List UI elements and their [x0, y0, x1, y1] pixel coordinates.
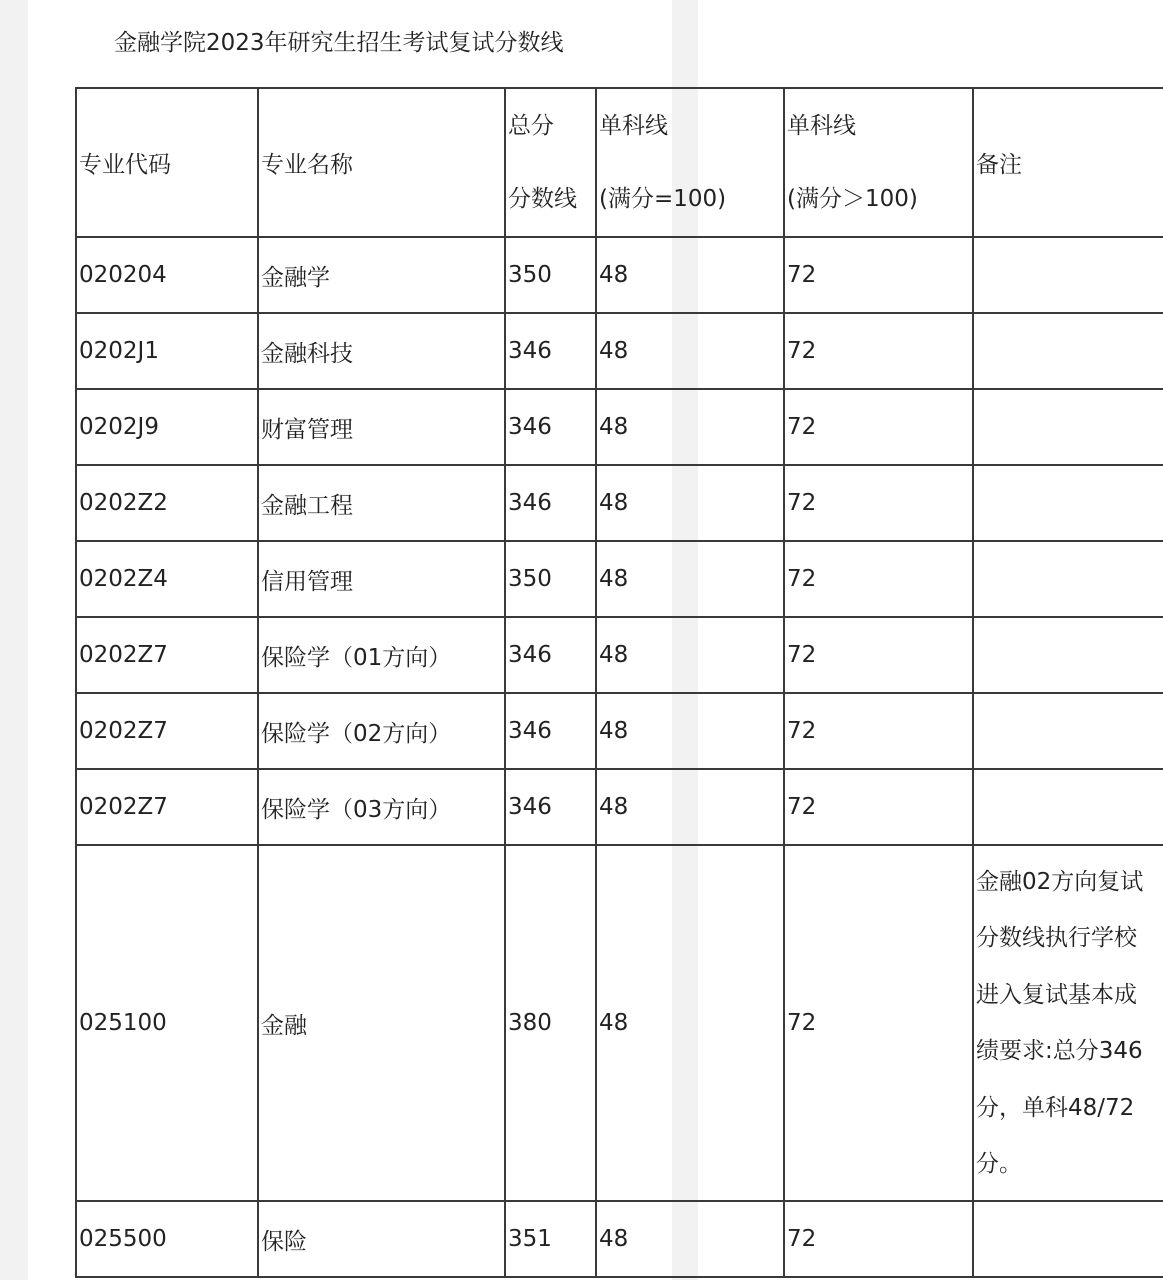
cell-note — [973, 465, 1163, 541]
header-single-over-100 — [784, 88, 973, 237]
table-row — [76, 465, 1163, 541]
table-row — [76, 237, 1163, 313]
table-row — [76, 769, 1163, 845]
header-total-score — [505, 88, 596, 237]
cell-single-100: 48 — [596, 845, 784, 1201]
cell-note — [973, 845, 1163, 1201]
table-row — [76, 1201, 1163, 1277]
cell-single-100: 48 — [596, 465, 784, 541]
header-total-line1: 总分 — [508, 112, 554, 139]
cell-name: 信用管理 — [258, 541, 505, 617]
cell-code: 0202J1 — [76, 313, 258, 389]
cell-single-over-100: 72 — [784, 465, 973, 541]
cell-note — [973, 693, 1163, 769]
cell-code: 0202Z7 — [76, 693, 258, 769]
cell-total: 351 — [505, 1201, 596, 1277]
cell-total: 346 — [505, 465, 596, 541]
cell-code: 025500 — [76, 1201, 258, 1277]
cell-code: 020204 — [76, 237, 258, 313]
cell-single-100: 48 — [596, 313, 784, 389]
header-single-100-line2: (满分=100) — [599, 185, 727, 212]
table-row — [76, 541, 1163, 617]
cell-note — [973, 617, 1163, 693]
cell-note — [973, 541, 1163, 617]
cell-note — [973, 389, 1163, 465]
table-row — [76, 845, 1163, 1201]
cell-single-100: 48 — [596, 237, 784, 313]
note-line: 分数线执行学校 — [976, 925, 1137, 951]
header-note: 备注 — [973, 88, 1163, 237]
header-single-over-100-line1: 单科线 — [787, 112, 856, 139]
cell-single-over-100: 72 — [784, 541, 973, 617]
cell-name: 保险学（01方向） — [258, 617, 505, 693]
cell-single-100: 48 — [596, 617, 784, 693]
cell-single-100: 48 — [596, 693, 784, 769]
note-line: 分，单科48/72 — [976, 1094, 1135, 1121]
cell-note — [973, 313, 1163, 389]
cell-code: 0202Z2 — [76, 465, 258, 541]
cell-name: 金融 — [258, 845, 505, 1201]
header-single-over-100-line2: (满分＞100) — [787, 185, 918, 212]
cell-single-over-100: 72 — [784, 769, 973, 845]
cell-total: 350 — [505, 237, 596, 313]
note-line: 进入复试基本成 — [976, 981, 1137, 1008]
table-row — [76, 389, 1163, 465]
table-row — [76, 693, 1163, 769]
cell-total: 346 — [505, 693, 596, 769]
header-single-100-line1: 单科线 — [599, 112, 668, 139]
table-row — [76, 617, 1163, 693]
cell-name: 财富管理 — [258, 389, 505, 465]
table-header-row — [76, 88, 1163, 237]
left-page-edge — [0, 0, 28, 1280]
cell-total: 346 — [505, 769, 596, 845]
cell-code: 025100 — [76, 845, 258, 1201]
header-total-line2: 分数线 — [508, 185, 577, 212]
cell-single-over-100: 72 — [784, 313, 973, 389]
note-line: 金融02方向复试 — [976, 868, 1144, 895]
cell-code: 0202J9 — [76, 389, 258, 465]
cell-note — [973, 237, 1163, 313]
cell-note — [973, 1201, 1163, 1277]
cell-total: 350 — [505, 541, 596, 617]
header-major-name: 专业名称 — [258, 88, 505, 237]
cell-single-100: 48 — [596, 389, 784, 465]
header-major-code: 专业代码 — [76, 88, 258, 237]
cell-code: 0202Z4 — [76, 541, 258, 617]
cell-name: 保险学（03方向） — [258, 769, 505, 845]
cell-name: 金融工程 — [258, 465, 505, 541]
cell-total: 346 — [505, 617, 596, 693]
document-title: 金融学院2023年研究生招生考试复试分数线 — [114, 30, 564, 56]
table-row — [76, 313, 1163, 389]
cell-single-over-100: 72 — [784, 617, 973, 693]
cell-single-100: 48 — [596, 541, 784, 617]
cell-single-over-100: 72 — [784, 1201, 973, 1277]
cell-single-over-100: 72 — [784, 237, 973, 313]
cell-code: 0202Z7 — [76, 769, 258, 845]
cell-name: 金融科技 — [258, 313, 505, 389]
note-line: 分。 — [976, 1151, 1022, 1177]
cell-total: 346 — [505, 389, 596, 465]
cell-note — [973, 769, 1163, 845]
cell-total: 380 — [505, 845, 596, 1201]
cell-single-100: 48 — [596, 1201, 784, 1277]
cell-name: 金融学 — [258, 237, 505, 313]
cell-single-over-100: 72 — [784, 389, 973, 465]
cell-name: 保险学（02方向） — [258, 693, 505, 769]
cell-name: 保险 — [258, 1201, 505, 1277]
cell-code: 0202Z7 — [76, 617, 258, 693]
cell-single-100: 48 — [596, 769, 784, 845]
cell-single-over-100: 72 — [784, 845, 973, 1201]
header-single-100 — [596, 88, 784, 237]
cell-total: 346 — [505, 313, 596, 389]
note-line: 绩要求:总分346 — [976, 1038, 1143, 1064]
score-line-table — [75, 87, 1163, 1278]
cell-single-over-100: 72 — [784, 693, 973, 769]
